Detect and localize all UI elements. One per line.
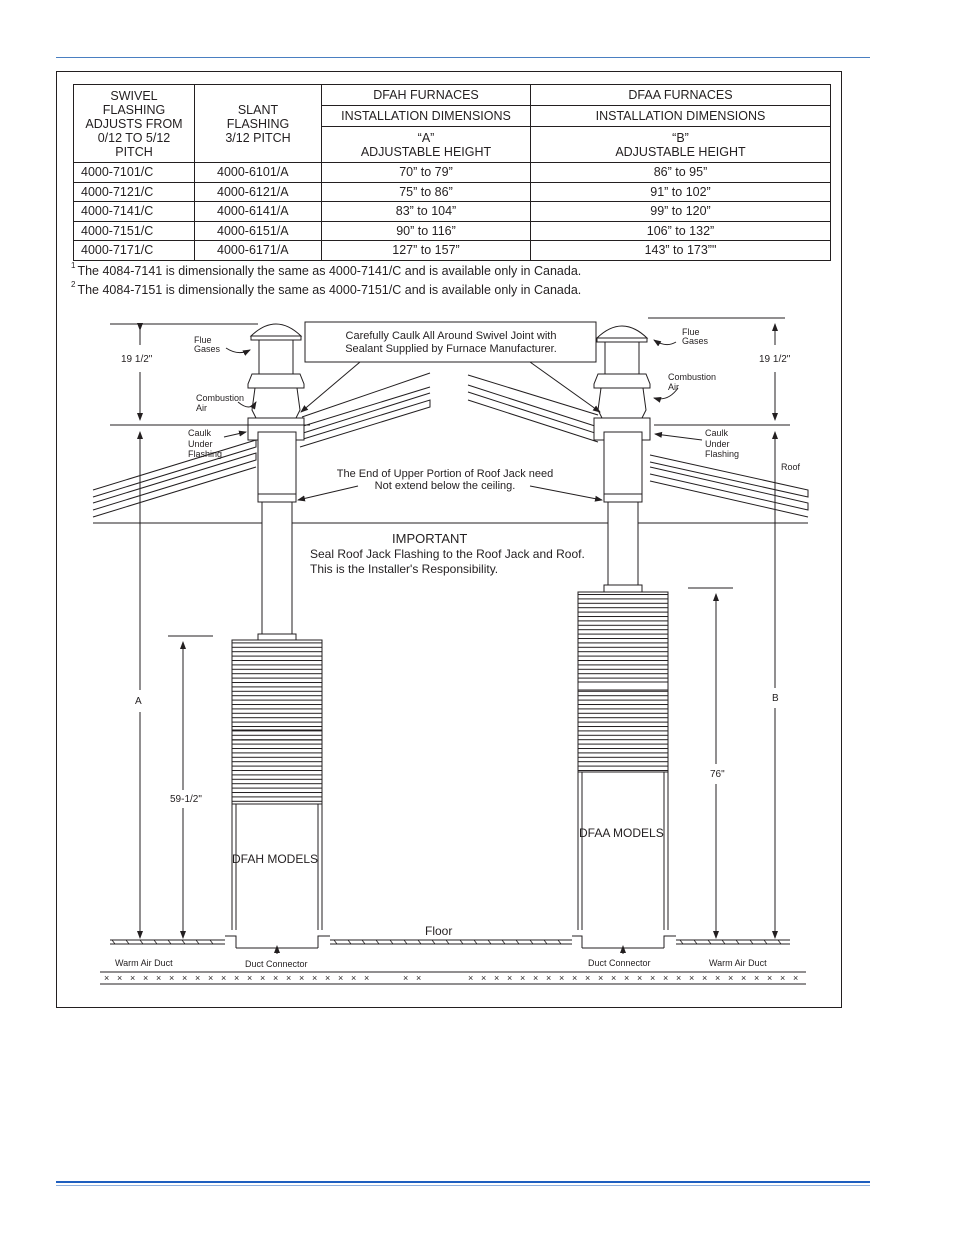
dim-b-label: B	[772, 693, 779, 704]
footer-rule	[56, 1181, 870, 1183]
cell-slant: 4000-6141/A	[195, 202, 322, 222]
floor-tick	[154, 940, 157, 944]
duct-x-mark: ×	[312, 973, 318, 983]
duct-x-mark: ×	[741, 973, 747, 983]
important-title: IMPORTANT	[392, 531, 468, 546]
duct-x-mark: ×	[338, 973, 344, 983]
floor-tick	[778, 940, 781, 944]
combustion-air-left-2: Air	[196, 403, 207, 413]
floor-tick	[376, 940, 379, 944]
duct-x-mark: ×	[598, 973, 604, 983]
duct-x-mark: ×	[585, 973, 591, 983]
dfaa-furnace	[578, 592, 668, 930]
duct-x-mark: ×	[130, 973, 136, 983]
duct-x-mark: ×	[468, 973, 474, 983]
duct-x-mark: ×	[611, 973, 617, 983]
duct-x-mark: ×	[624, 973, 630, 983]
floor-tick	[348, 940, 351, 944]
duct-x-mark: ×	[143, 973, 149, 983]
cell-b: 91” to 102”	[531, 182, 831, 202]
duct-connector-right: Duct Connector	[588, 958, 651, 968]
footer-rule-thin	[56, 1185, 870, 1186]
duct-x-mark: ×	[494, 973, 500, 983]
dfaa-models-label: DFAA MODELS	[579, 826, 664, 840]
duct-x-mark: ×	[182, 973, 188, 983]
cell-a: 83” to 104”	[322, 202, 531, 222]
floor-tick	[390, 940, 393, 944]
floor-tick	[362, 940, 365, 944]
dim-76: 76"	[710, 769, 725, 780]
duct-x-mark: ×	[715, 973, 721, 983]
duct-x-mark: ×	[780, 973, 786, 983]
floor-tick	[544, 940, 547, 944]
duct-x-mark: ×	[325, 973, 331, 983]
cell-b: 86” to 95”	[531, 163, 831, 183]
cell-slant: 4000-6171/A	[195, 241, 322, 261]
footnote-1: $^1$ The 4084-7141 is dimensionally the same as 4000-7141/C and is available only in Canada.	[71, 261, 582, 278]
floor-tick	[488, 940, 491, 944]
caulk-under-right-1: Caulk	[705, 428, 729, 438]
duct-x-mark: ×	[754, 973, 760, 983]
header-install-b: INSTALLATION DIMENSIONS	[531, 106, 831, 127]
duct-hatch	[104, 973, 798, 983]
duct-x-mark: ×	[247, 973, 253, 983]
combustion-air-left-1: Combustion	[196, 393, 245, 403]
end-note-line-1: The End of Upper Portion of Roof Jack need	[336, 468, 554, 480]
duct-x-mark: ×	[286, 973, 292, 983]
duct-x-mark: ×	[728, 973, 734, 983]
cell-a: 75” to 86”	[322, 182, 531, 202]
floor-tick	[196, 940, 199, 944]
duct-x-mark: ×	[156, 973, 162, 983]
header-swivel-flashing: SWIVEL FLASHING ADJUSTS FROM 0/12 TO 5/12 PITCH	[74, 85, 195, 163]
floor-tick	[182, 940, 185, 944]
floor-tick	[418, 940, 421, 944]
duct-x-mark: ×	[767, 973, 773, 983]
dim-19-half-left: 19 1/2"	[121, 354, 153, 365]
cell-a: 127” to 157”	[322, 241, 531, 261]
duct-x-mark: ×	[546, 973, 552, 983]
duct-x-mark: ×	[702, 973, 708, 983]
duct-x-mark: ×	[650, 973, 656, 983]
duct-x-mark: ×	[195, 973, 201, 983]
cell-a: 70” to 79”	[322, 163, 531, 183]
cell-slant: 4000-6121/A	[195, 182, 322, 202]
roof-label: Roof	[781, 462, 801, 472]
floor-hatch	[112, 940, 781, 944]
cell-swivel: 4000-7151/C	[74, 221, 195, 241]
caulk-under-left-1: Caulk	[188, 428, 212, 438]
duct-x-mark: ×	[533, 973, 539, 983]
cell-b: 143” to 173”"	[531, 241, 831, 261]
duct-x-mark: ×	[221, 973, 227, 983]
duct-x-mark: ×	[299, 973, 305, 983]
combustion-air-right-1: Combustion	[668, 372, 717, 382]
duct-x-mark: ×	[689, 973, 695, 983]
header-col-b: “B” ADJUSTABLE HEIGHT	[531, 127, 831, 163]
header-dfah: DFAH FURNACES	[322, 85, 531, 106]
duct-x-mark: ×	[676, 973, 682, 983]
cell-swivel: 4000-7101/C	[74, 163, 195, 183]
floor-tick	[168, 940, 171, 944]
duct-x-mark: ×	[663, 973, 669, 983]
flue-gases-left-2: Gases	[194, 344, 221, 354]
floor-tick	[210, 940, 213, 944]
duct-x-mark: ×	[208, 973, 214, 983]
caulk-under-left-2: Under	[188, 439, 213, 449]
duct-x-mark: ×	[364, 973, 370, 983]
duct-x-mark: ×	[273, 973, 279, 983]
floor-tick	[112, 940, 115, 944]
cell-b: 106” to 132”	[531, 221, 831, 241]
caulk-under-left-3: Flashing	[188, 449, 223, 459]
flue-gases-right-1: Flue	[682, 327, 700, 337]
dfah-models-label: DFAH MODELS	[232, 852, 319, 866]
floor-tick	[558, 940, 561, 944]
right-roof-jack	[594, 326, 650, 592]
floor-tick	[736, 940, 739, 944]
duct-x-mark: ×	[637, 973, 643, 983]
flue-gases-left-1: Flue	[194, 335, 212, 345]
duct-x-mark: ×	[507, 973, 513, 983]
floor-tick	[530, 940, 533, 944]
combustion-air-right-2: Air	[668, 382, 679, 392]
cell-slant: 4000-6101/A	[195, 163, 322, 183]
duct-x-mark: ×	[104, 973, 110, 983]
dim-19-half-right: 19 1/2"	[759, 354, 791, 365]
duct-x-mark: ×	[403, 973, 409, 983]
floor-label: Floor	[425, 924, 453, 938]
duct-x-mark: ×	[260, 973, 266, 983]
dim-a-label: A	[135, 696, 142, 707]
duct-x-mark: ×	[520, 973, 526, 983]
duct-x-mark: ×	[559, 973, 565, 983]
header-dfaa: DFAA FURNACES	[531, 85, 831, 106]
flue-gases-right-2: Gases	[682, 336, 709, 346]
dim-59-half: 59-1/2"	[170, 794, 202, 805]
caulk-under-right-2: Under	[705, 439, 730, 449]
caulk-under-right-3: Flashing	[705, 449, 740, 459]
floor-tick	[140, 940, 143, 944]
cell-a: 90” to 116”	[322, 221, 531, 241]
floor-tick	[446, 940, 449, 944]
floor-tick	[502, 940, 505, 944]
floor-tick	[334, 940, 337, 944]
duct-x-mark: ×	[351, 973, 357, 983]
floor-tick	[764, 940, 767, 944]
duct-x-mark: ×	[572, 973, 578, 983]
floor-tick	[722, 940, 725, 944]
floor-tick	[404, 940, 407, 944]
floor	[100, 936, 806, 984]
cell-swivel: 4000-7141/C	[74, 202, 195, 222]
header-install-a: INSTALLATION DIMENSIONS	[322, 106, 531, 127]
dimension-lines	[110, 318, 790, 938]
duct-x-mark: ×	[169, 973, 175, 983]
cell-slant: 4000-6151/A	[195, 221, 322, 241]
important-line-2: This is the Installer's Responsibility.	[310, 562, 499, 576]
cell-swivel: 4000-7121/C	[74, 182, 195, 202]
duct-connector-left: Duct Connector	[245, 959, 308, 969]
warm-air-duct-left: Warm Air Duct	[115, 958, 173, 968]
floor-tick	[126, 940, 129, 944]
floor-tick	[432, 940, 435, 944]
important-line-1: Seal Roof Jack Flashing to the Roof Jack and Roof.	[310, 547, 585, 561]
caulk-callout-line-2: Sealant Supplied by Furnace Manufacturer.	[345, 343, 557, 355]
duct-x-mark: ×	[234, 973, 240, 983]
end-note-line-2: Not extend below the ceiling.	[374, 480, 516, 492]
duct-x-mark: ×	[117, 973, 123, 983]
duct-x-mark: ×	[416, 973, 422, 983]
floor-tick	[474, 940, 477, 944]
footnote-2: $^2$ The 4084-7151 is dimensionally the same as 4000-7151/C and is available only in Canada.	[71, 280, 582, 297]
duct-x-mark: ×	[793, 973, 799, 983]
floor-tick	[708, 940, 711, 944]
cell-swivel: 4000-7171/C	[74, 241, 195, 261]
left-roof-jack	[248, 324, 304, 640]
header-slant-flashing: SLANT FLASHING 3/12 PITCH	[195, 85, 322, 163]
floor-tick	[680, 940, 683, 944]
floor-tick	[460, 940, 463, 944]
duct-x-mark: ×	[481, 973, 487, 983]
floor-tick	[750, 940, 753, 944]
dfah-furnace	[232, 640, 322, 930]
floor-tick	[694, 940, 697, 944]
header-col-a: “A” ADJUSTABLE HEIGHT	[322, 127, 531, 163]
cell-b: 99” to 120”	[531, 202, 831, 222]
floor-tick	[516, 940, 519, 944]
warm-air-duct-right: Warm Air Duct	[709, 958, 767, 968]
caulk-callout-box	[305, 322, 596, 362]
caulk-callout-line-1: Carefully Caulk All Around Swivel Joint with	[345, 330, 557, 342]
